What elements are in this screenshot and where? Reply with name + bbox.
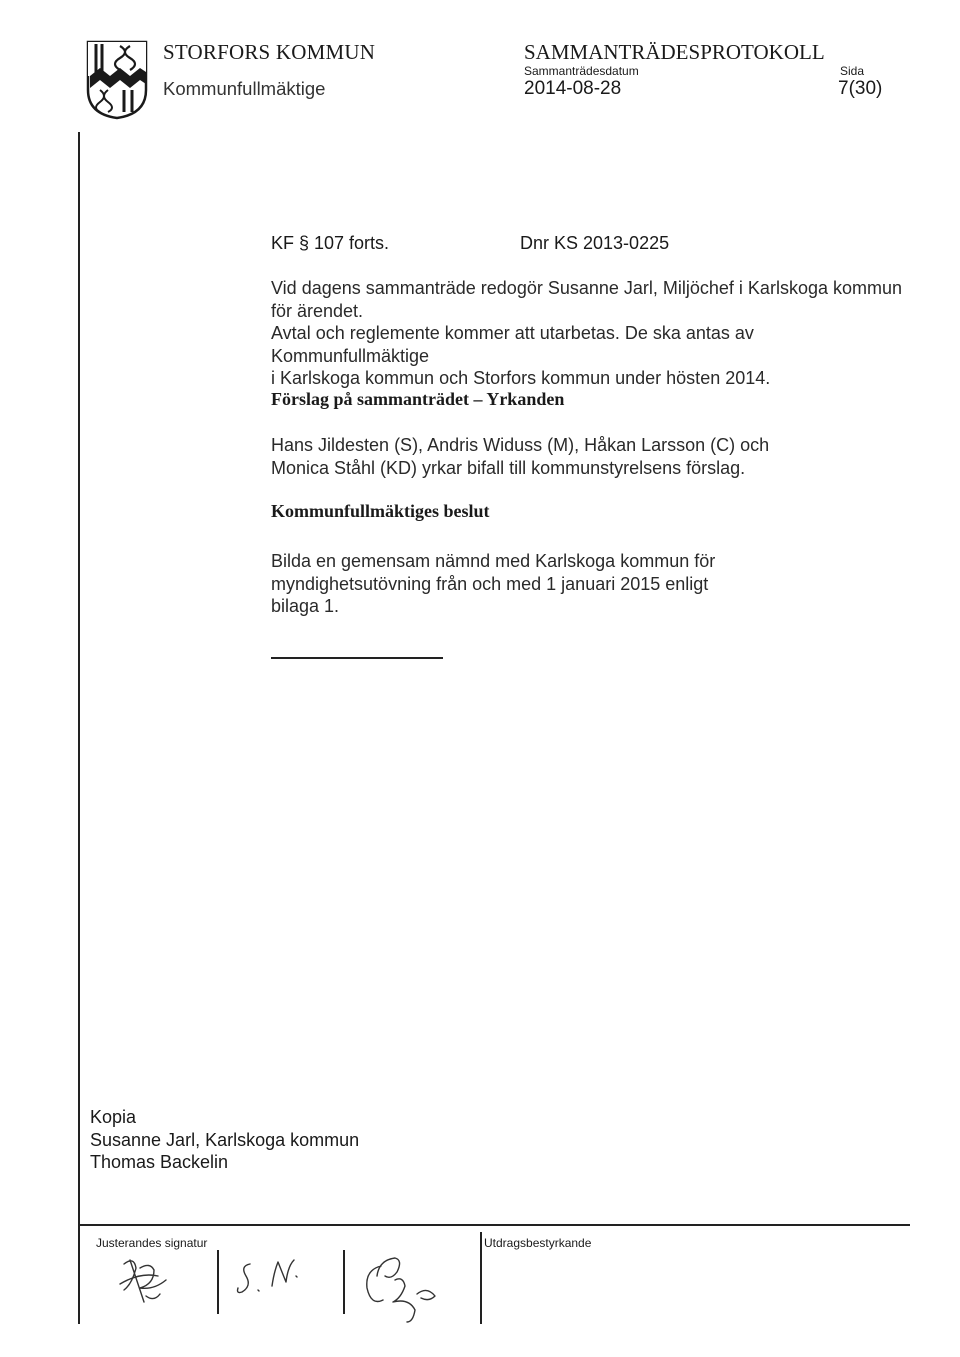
decision-line: bilaga 1. <box>271 596 340 616</box>
municipality-crest-icon <box>86 40 148 120</box>
copy-label: Kopia <box>90 1107 137 1127</box>
proposal-heading: Förslag på sammanträdet – Yrkanden <box>271 389 565 409</box>
meeting-date-label: Sammanträdesdatum <box>524 64 639 78</box>
copy-recipient: Thomas Backelin <box>90 1152 229 1172</box>
signature-separator <box>480 1232 482 1324</box>
copy-recipient: Susanne Jarl, Karlskoga kommun <box>90 1129 360 1150</box>
intro-line: för ärendet. <box>271 300 364 321</box>
decision-heading: Kommunfullmäktiges beslut <box>271 501 490 521</box>
copy-recipients-block <box>90 1106 359 1174</box>
decision-line: Bilda en gemensam nämnd med Karlskoga kommun för <box>271 551 716 571</box>
extract-certification-label: Utdragsbestyrkande <box>484 1236 592 1250</box>
decision-line: myndighetsutövning från och med 1 januari 2015 enligt <box>271 573 709 594</box>
signature-separator <box>217 1250 219 1314</box>
signature-1-icon <box>110 1250 190 1310</box>
signature-3-icon <box>355 1236 465 1328</box>
signature-area-left-rule <box>78 1224 80 1324</box>
page-label: Sida <box>840 64 865 78</box>
adjusters-signature-label: Justerandes signatur <box>96 1236 208 1250</box>
proposal-paragraph <box>271 434 911 479</box>
left-margin-rule <box>78 132 80 1224</box>
intro-line: i Karlskoga kommun och Storfors kommun under hösten 2014. <box>271 368 771 388</box>
organization-unit: Kommunfullmäktige <box>163 78 326 99</box>
intro-paragraph <box>271 277 911 390</box>
document-type: SAMMANTRÄDESPROTOKOLL <box>524 40 825 64</box>
signature-separator <box>343 1250 345 1314</box>
page-number: 7(30) <box>838 78 883 99</box>
organization-name: STORFORS KOMMUN <box>163 40 376 64</box>
section-divider <box>271 657 443 659</box>
signature-2-icon <box>228 1246 328 1302</box>
signature-area-top-rule <box>78 1224 910 1226</box>
meeting-date-value: 2014-08-28 <box>524 78 622 99</box>
decision-paragraph <box>271 550 911 618</box>
paragraph-reference: KF § 107 forts. <box>271 233 390 253</box>
case-number: Dnr KS 2013-0225 <box>520 233 670 253</box>
intro-line: Avtal och reglemente kommer att utarbetas. De ska antas av Kommunfullmäktige <box>271 323 754 366</box>
proposal-line: Monica Ståhl (KD) yrkar bifall till kommunstyrelsens förslag. <box>271 457 746 478</box>
intro-line: Vid dagens sammanträde redogör Susanne Jarl, Miljöchef i Karlskoga kommun <box>271 278 902 298</box>
proposal-line: Hans Jildesten (S), Andris Widuss (M), Håkan Larsson (C) och <box>271 435 770 455</box>
